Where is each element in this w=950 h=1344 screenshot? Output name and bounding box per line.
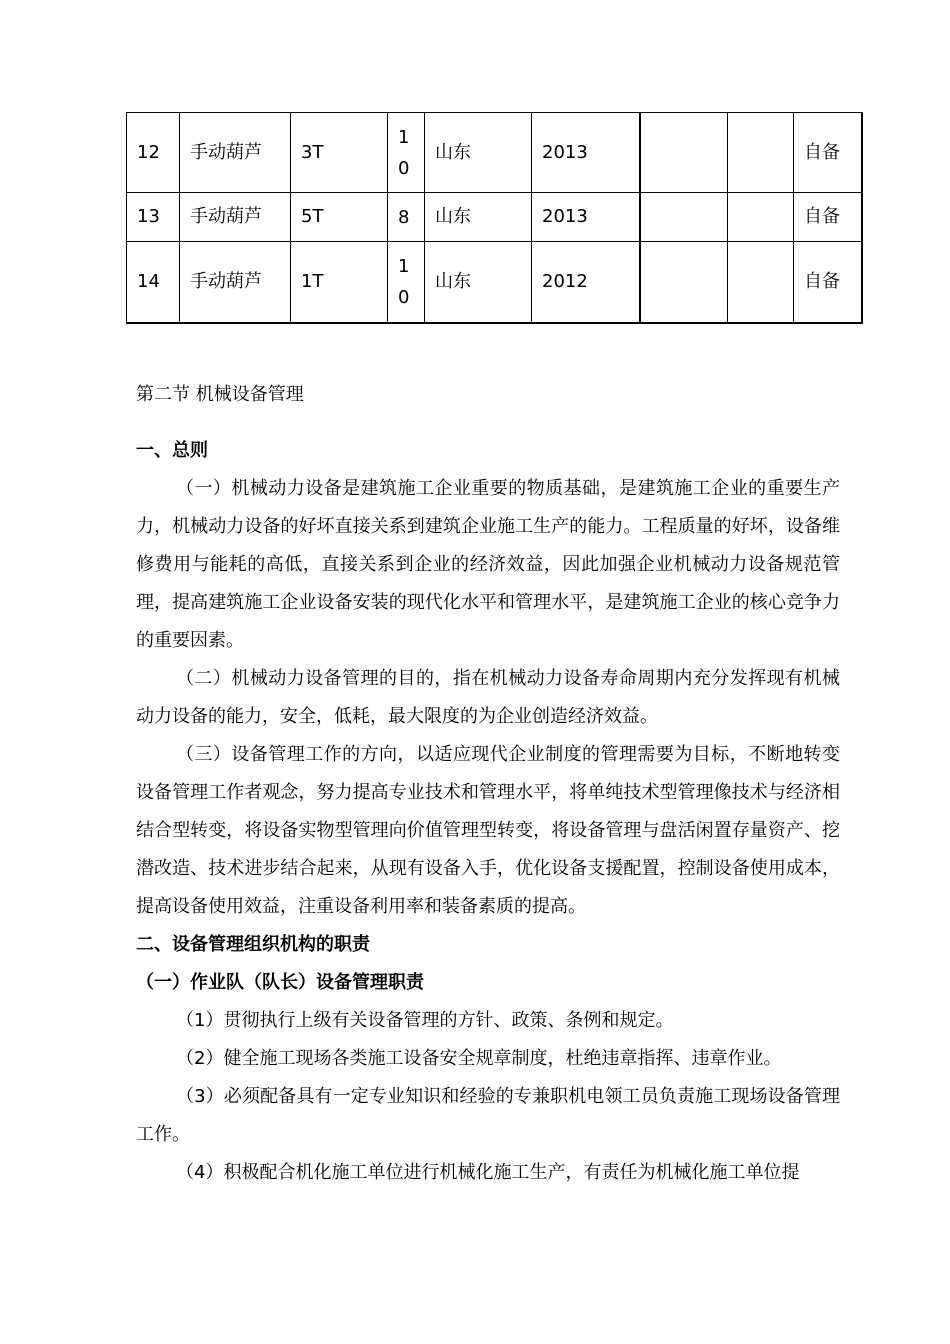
cell-year: 2013 [532,193,640,242]
cell-qty [388,113,425,193]
table-row [127,193,862,242]
body-text [136,376,840,1192]
paragraph-3: （三）设备管理工作的方向，以适应现代企业制度的管理需要为目标，不断地转变设备管理工作者观念，努力提高专业技术和管理水平，将单纯技术型管理像技术与经济相结合型转变，将设备实物型管理向价值管理型转变，将设备管理与盘活闲置存量资产、挖潜改造、技术进步结合起来，从现有设备入手，优化设备支援配置，控制设备使用成本，提高设备使用效益，注重设备利用率和装备素质的提高。 [136,744,840,917]
cell-qty [388,242,425,324]
cell-origin: 山东 [425,242,532,324]
item-4: （4）积极配合机化施工单位进行机械化施工生产，有责任为机械化施工单位提 [176,1162,800,1183]
equipment-table [126,112,863,324]
cell-empty-1 [640,242,728,324]
item-2: （2）健全施工现场各类施工设备安全规章制度，杜绝违章指挥、违章作业。 [176,1048,782,1069]
cell-empty-2 [728,242,794,324]
table-row [127,113,862,193]
paragraph-1: （一）机械动力设备是建筑施工企业重要的物质基础，是建筑施工企业的重要生产力，机械动力设备的好坏直接关系到建筑企业施工生产的能力。工程质量的好坏，设备维修费用与能耗的高低，直接关系到企业的经济效益，因此加强企业机械动力设备规范管理，提高建筑施工企业设备安装的现代化水平和管理水平，是建筑施工企业的核心竞争力的重要因素。 [136,478,840,651]
cell-origin: 山东 [425,113,532,193]
cell-qty [388,193,425,242]
table-row [127,242,862,324]
qty-value: 10 [398,256,410,308]
item-3: （3）必须配备具有一定专业知识和经验的专兼职机电领工员负责施工现场设备管理工作。 [136,1086,840,1145]
item-1: （1）贯彻执行上级有关设备管理的方针、政策、条例和规定。 [176,1010,674,1031]
cell-empty-2 [728,193,794,242]
heading-org-duties: 二、设备管理组织机构的职责 [136,934,370,955]
cell-spec: 3T [291,113,388,193]
qty-value: 10 [398,126,410,179]
cell-year: 2013 [532,113,640,193]
cell-empty-1 [640,193,728,242]
cell-note: 自备 [794,113,862,193]
cell-spec: 5T [291,193,388,242]
subheading-team-duties: （一）作业队（队长）设备管理职责 [136,972,424,993]
cell-year: 2012 [532,242,640,324]
cell-no: 12 [127,113,180,193]
cell-no: 13 [127,193,180,242]
qty-value: 8 [398,206,410,228]
cell-name: 手动葫芦 [180,193,291,242]
heading-general: 一、总则 [136,440,208,461]
cell-origin: 山东 [425,193,532,242]
cell-name: 手动葫芦 [180,113,291,193]
section-title: 第二节 机械设备管理 [136,384,304,405]
cell-empty-1 [640,113,728,193]
cell-empty-2 [728,113,794,193]
cell-name: 手动葫芦 [180,242,291,324]
cell-note: 自备 [794,193,862,242]
cell-spec: 1T [291,242,388,324]
paragraph-2: （二）机械动力设备管理的目的，指在机械动力设备寿命周期内充分发挥现有机械动力设备的能力，安全，低耗，最大限度的为企业创造经济效益。 [136,668,840,727]
cell-no: 14 [127,242,180,324]
cell-note: 自备 [794,242,862,324]
